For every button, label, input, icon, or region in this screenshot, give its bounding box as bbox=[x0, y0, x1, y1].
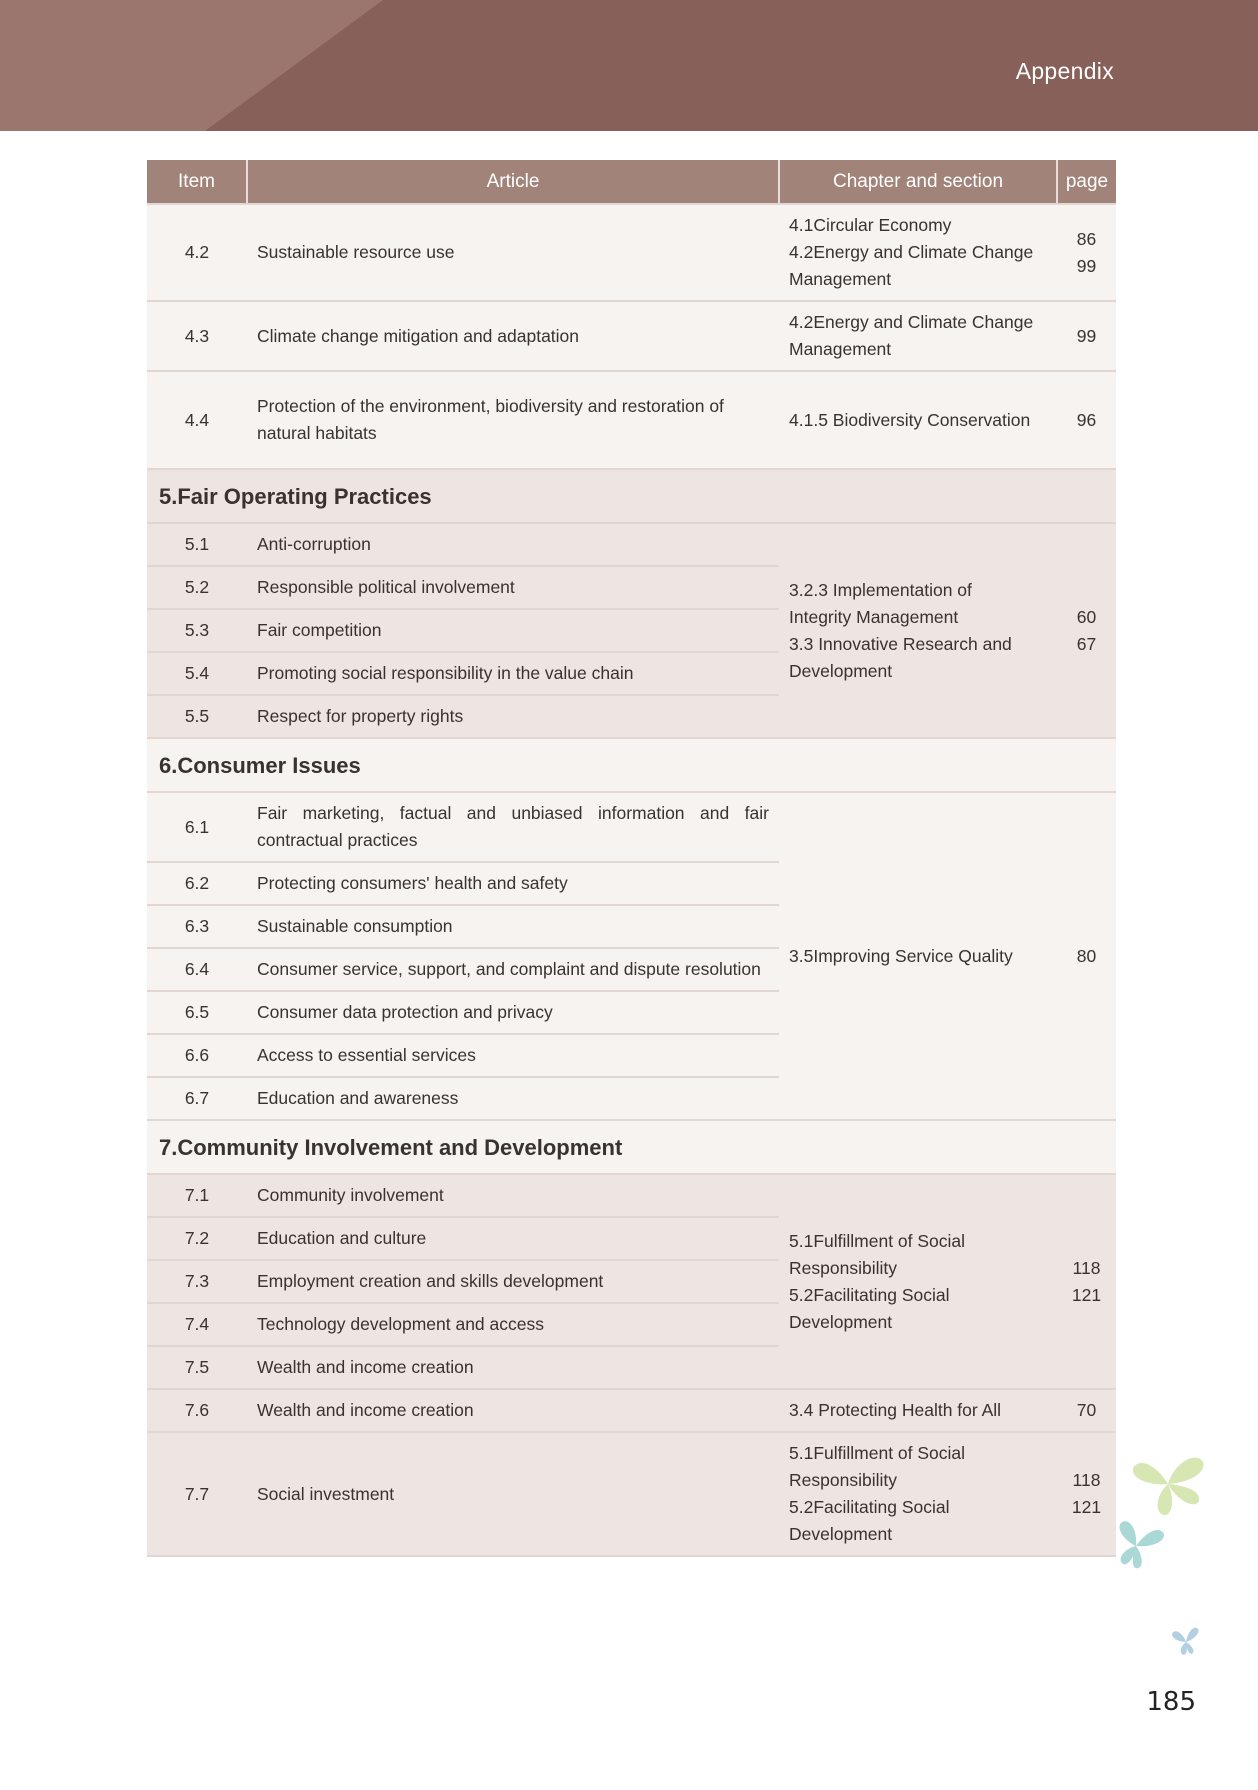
page-ref: 86 99 bbox=[1057, 204, 1116, 301]
article-text: Access to essential services bbox=[247, 1034, 779, 1077]
item-number: 7.2 bbox=[147, 1217, 247, 1260]
article-text: Climate change mitigation and adaptation bbox=[247, 301, 779, 371]
item-number: 5.4 bbox=[147, 652, 247, 695]
section-heading-row bbox=[147, 738, 1116, 792]
article-text: Sustainable resource use bbox=[247, 204, 779, 301]
column-header-chapter: Chapter and section bbox=[779, 160, 1057, 204]
page-number: 185 bbox=[1146, 1687, 1196, 1717]
page-ref: 80 bbox=[1057, 792, 1116, 1120]
column-header-page: page bbox=[1057, 160, 1116, 204]
chapter-section: 3.5Improving Service Quality bbox=[779, 792, 1057, 1120]
article-text: Education and awareness bbox=[247, 1077, 779, 1120]
article-text: Sustainable consumption bbox=[247, 905, 779, 948]
article-text: Education and culture bbox=[247, 1217, 779, 1260]
article-text: Responsible political involvement bbox=[247, 566, 779, 609]
chapter-section: 3.4 Protecting Health for All bbox=[779, 1389, 1057, 1432]
item-number: 4.2 bbox=[147, 204, 247, 301]
article-text: Employment creation and skills development bbox=[247, 1260, 779, 1303]
table-row bbox=[147, 1389, 1116, 1432]
item-number: 6.4 bbox=[147, 948, 247, 991]
chapter-section: 4.1.5 Biodiversity Conservation bbox=[779, 371, 1057, 469]
page-ref: 118 121 bbox=[1057, 1174, 1116, 1389]
article-text: Social investment bbox=[247, 1432, 779, 1556]
item-number: 6.2 bbox=[147, 862, 247, 905]
page-ref: 70 bbox=[1057, 1389, 1116, 1432]
article-text: Wealth and income creation bbox=[247, 1346, 779, 1389]
section-title: 5.Fair Operating Practices bbox=[147, 469, 1116, 523]
page-ref: 60 67 bbox=[1057, 523, 1116, 738]
article-text: Respect for property rights bbox=[247, 695, 779, 738]
item-number: 5.3 bbox=[147, 609, 247, 652]
article-text: Anti-corruption bbox=[247, 523, 779, 566]
page-ref: 96 bbox=[1057, 371, 1116, 469]
table-row bbox=[147, 792, 1116, 862]
article-text: Protecting consumers' health and safety bbox=[247, 862, 779, 905]
item-number: 5.1 bbox=[147, 523, 247, 566]
chapter-section: 4.1Circular Economy 4.2Energy and Climate Change Management bbox=[779, 204, 1057, 301]
table-row bbox=[147, 1174, 1116, 1217]
butterfly-green-icon bbox=[1131, 1450, 1215, 1520]
table-row bbox=[147, 1432, 1116, 1556]
item-number: 6.6 bbox=[147, 1034, 247, 1077]
item-number: 6.5 bbox=[147, 991, 247, 1034]
article-text: Protection of the environment, biodiversity and restoration of natural habitats bbox=[247, 371, 779, 469]
table-header-row bbox=[147, 160, 1116, 204]
article-text: Fair competition bbox=[247, 609, 779, 652]
item-number: 4.4 bbox=[147, 371, 247, 469]
table-row bbox=[147, 523, 1116, 566]
item-number: 5.2 bbox=[147, 566, 247, 609]
item-number: 7.7 bbox=[147, 1432, 247, 1556]
article-text: Technology development and access bbox=[247, 1303, 779, 1346]
item-number: 4.3 bbox=[147, 301, 247, 371]
gri-index-table bbox=[147, 160, 1116, 1557]
article-text: Wealth and income creation bbox=[247, 1389, 779, 1432]
section-title: 7.Community Involvement and Development bbox=[147, 1120, 1116, 1174]
page-ref: 99 bbox=[1057, 301, 1116, 371]
article-text: Consumer service, support, and complaint and dispute resolution bbox=[247, 948, 779, 991]
column-header-article: Article bbox=[247, 160, 779, 204]
item-number: 7.1 bbox=[147, 1174, 247, 1217]
butterfly-blue-icon bbox=[1172, 1627, 1203, 1656]
chapter-section: 5.1Fulfillment of Social Responsibility 5.2Facilitating Social Development bbox=[779, 1174, 1057, 1389]
item-number: 6.3 bbox=[147, 905, 247, 948]
section-heading-row bbox=[147, 469, 1116, 523]
section-heading-row bbox=[147, 1120, 1116, 1174]
item-number: 7.5 bbox=[147, 1346, 247, 1389]
article-text: Fair marketing, factual and unbiased information and fair contractual practices bbox=[247, 792, 779, 862]
butterfly-teal-icon bbox=[1110, 1520, 1165, 1573]
page-ref: 118 121 bbox=[1057, 1432, 1116, 1556]
item-number: 5.5 bbox=[147, 695, 247, 738]
table-row bbox=[147, 301, 1116, 371]
table-row bbox=[147, 371, 1116, 469]
butterfly-decoration bbox=[1110, 1450, 1250, 1670]
article-text: Promoting social responsibility in the value chain bbox=[247, 652, 779, 695]
item-number: 7.3 bbox=[147, 1260, 247, 1303]
section-label: Appendix bbox=[1015, 58, 1114, 84]
chapter-section: 3.2.3 Implementation of Integrity Management 3.3 Innovative Research and Development bbox=[779, 523, 1057, 738]
article-text: Community involvement bbox=[247, 1174, 779, 1217]
article-text: Consumer data protection and privacy bbox=[247, 991, 779, 1034]
item-number: 6.1 bbox=[147, 792, 247, 862]
section-title: 6.Consumer Issues bbox=[147, 738, 1116, 792]
table-row bbox=[147, 204, 1116, 301]
column-header-item: Item bbox=[147, 160, 247, 204]
item-number: 7.4 bbox=[147, 1303, 247, 1346]
chapter-section: 4.2Energy and Climate Change Management bbox=[779, 301, 1057, 371]
item-number: 6.7 bbox=[147, 1077, 247, 1120]
chapter-section: 5.1Fulfillment of Social Responsibility 5.2Facilitating Social Development bbox=[779, 1432, 1057, 1556]
item-number: 7.6 bbox=[147, 1389, 247, 1432]
